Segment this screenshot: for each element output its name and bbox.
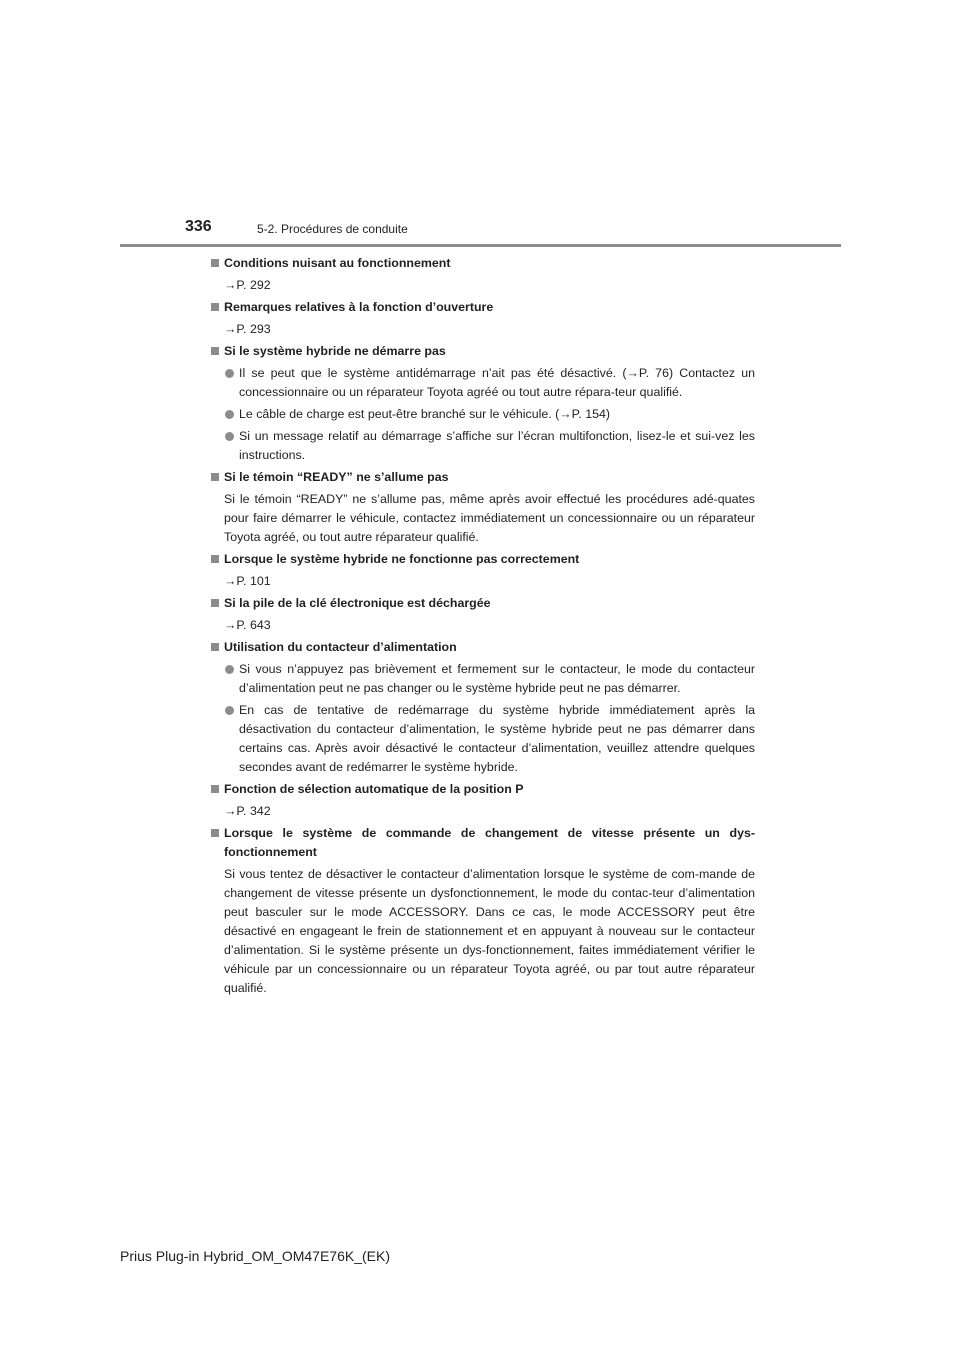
block-heading: Remarques relatives à la fonction d’ouverture: [211, 298, 755, 317]
block-opening-function: [211, 298, 755, 339]
block-ready-indicator: [211, 468, 755, 547]
block-heading: Si la pile de la clé électronique est déchargée: [211, 594, 755, 613]
square-bullet-icon: [211, 785, 219, 793]
block-heading: Fonction de sélection automatique de la position P: [211, 780, 755, 799]
block-conditions: [211, 254, 755, 295]
block-hybrid-malfunction: [211, 550, 755, 591]
block-paragraph: Si le témoin “READY” ne s’allume pas, même après avoir effectué les procédures adé-quates pour faire démarrer le véhicule, contactez immédiatement un concessionnaire ou un réparateur Toyota agréé, ou tout autre réparateur qualifié.: [224, 492, 755, 544]
list-item: Le câble de charge est peut-être branché sur le véhicule. (→P. 154): [211, 405, 755, 424]
round-bullet-icon: [225, 665, 234, 674]
square-bullet-icon: [211, 259, 219, 267]
block-heading: Conditions nuisant au fonctionnement: [211, 254, 755, 273]
block-heading: Utilisation du contacteur d’alimentation: [211, 638, 755, 657]
page-reference: →P. 293: [224, 322, 271, 336]
round-bullet-icon: [225, 706, 234, 715]
square-bullet-icon: [211, 555, 219, 563]
block-heading: Lorsque le système de commande de changement de vitesse présente un dys-fonctionnement: [211, 824, 755, 862]
page-number: 336: [185, 218, 212, 235]
block-heading: Lorsque le système hybride ne fonctionne pas correctement: [211, 550, 755, 569]
list-item: En cas de tentative de redémarrage du système hybride immédiatement après la désactivation du contacteur d’alimentation, le système hybride peut ne pas démarrer dans certains cas. Après avoir désactivé le contacteur d’alimentation, veuillez attendre quelques secondes avant de redémarrer le système hybride.: [211, 701, 755, 777]
page-reference: →P. 643: [224, 618, 271, 632]
page-reference: →P. 342: [224, 804, 271, 818]
round-bullet-icon: [225, 432, 234, 441]
square-bullet-icon: [211, 829, 219, 837]
block-shift-control-malfunction: [211, 824, 755, 998]
round-bullet-icon: [225, 410, 234, 419]
round-bullet-icon: [225, 369, 234, 378]
block-paragraph: Si vous tentez de désactiver le contacteur d’alimentation lorsque le système de com-mande de changement de vitesse présente un dysfonctionnement, le mode du contac-teur d’alimentation peut basculer sur le mode ACCESSORY. Dans ce cas, le mode ACCESSORY peut être désactivé en engageant le frein de stationnement et en appuyant à nouveau sur le contacteur d’alimentation. Si le système présente un dys-fonctionnement, faites immédiatement vérifier le véhicule par un concessionnaire ou un réparateur Toyota agréé, ou par tout autre réparateur qualifié.: [224, 867, 755, 995]
square-bullet-icon: [211, 643, 219, 651]
square-bullet-icon: [211, 303, 219, 311]
block-power-switch: [211, 638, 755, 777]
block-auto-p-position: [211, 780, 755, 821]
page-reference: →P. 292: [224, 278, 271, 292]
list-item: Si vous n’appuyez pas brièvement et fermement sur le contacteur, le mode du contacteur d’alimentation peut ne pas changer ou le système hybride peut ne pas démarrer.: [211, 660, 755, 698]
section-title: 5-2. Procédures de conduite: [257, 222, 408, 236]
square-bullet-icon: [211, 473, 219, 481]
content: [211, 254, 755, 1001]
square-bullet-icon: [211, 599, 219, 607]
list-item: Il se peut que le système antidémarrage n’ait pas été désactivé. (→P. 76) Contactez un concessionnaire ou un réparateur Toyota agréé ou tout autre répara-teur qualifié.: [211, 364, 755, 402]
block-hybrid-not-starting: [211, 342, 755, 465]
header-rule: [120, 244, 841, 247]
block-key-battery: [211, 594, 755, 635]
list-item: Si un message relatif au démarrage s’affiche sur l’écran multifonction, lisez-le et sui-vez les instructions.: [211, 427, 755, 465]
block-heading: Si le témoin “READY” ne s’allume pas: [211, 468, 755, 487]
footer-document-id: Prius Plug-in Hybrid_OM_OM47E76K_(EK): [120, 1248, 390, 1264]
page-reference: →P. 101: [224, 574, 271, 588]
block-heading: Si le système hybride ne démarre pas: [211, 342, 755, 361]
square-bullet-icon: [211, 347, 219, 355]
